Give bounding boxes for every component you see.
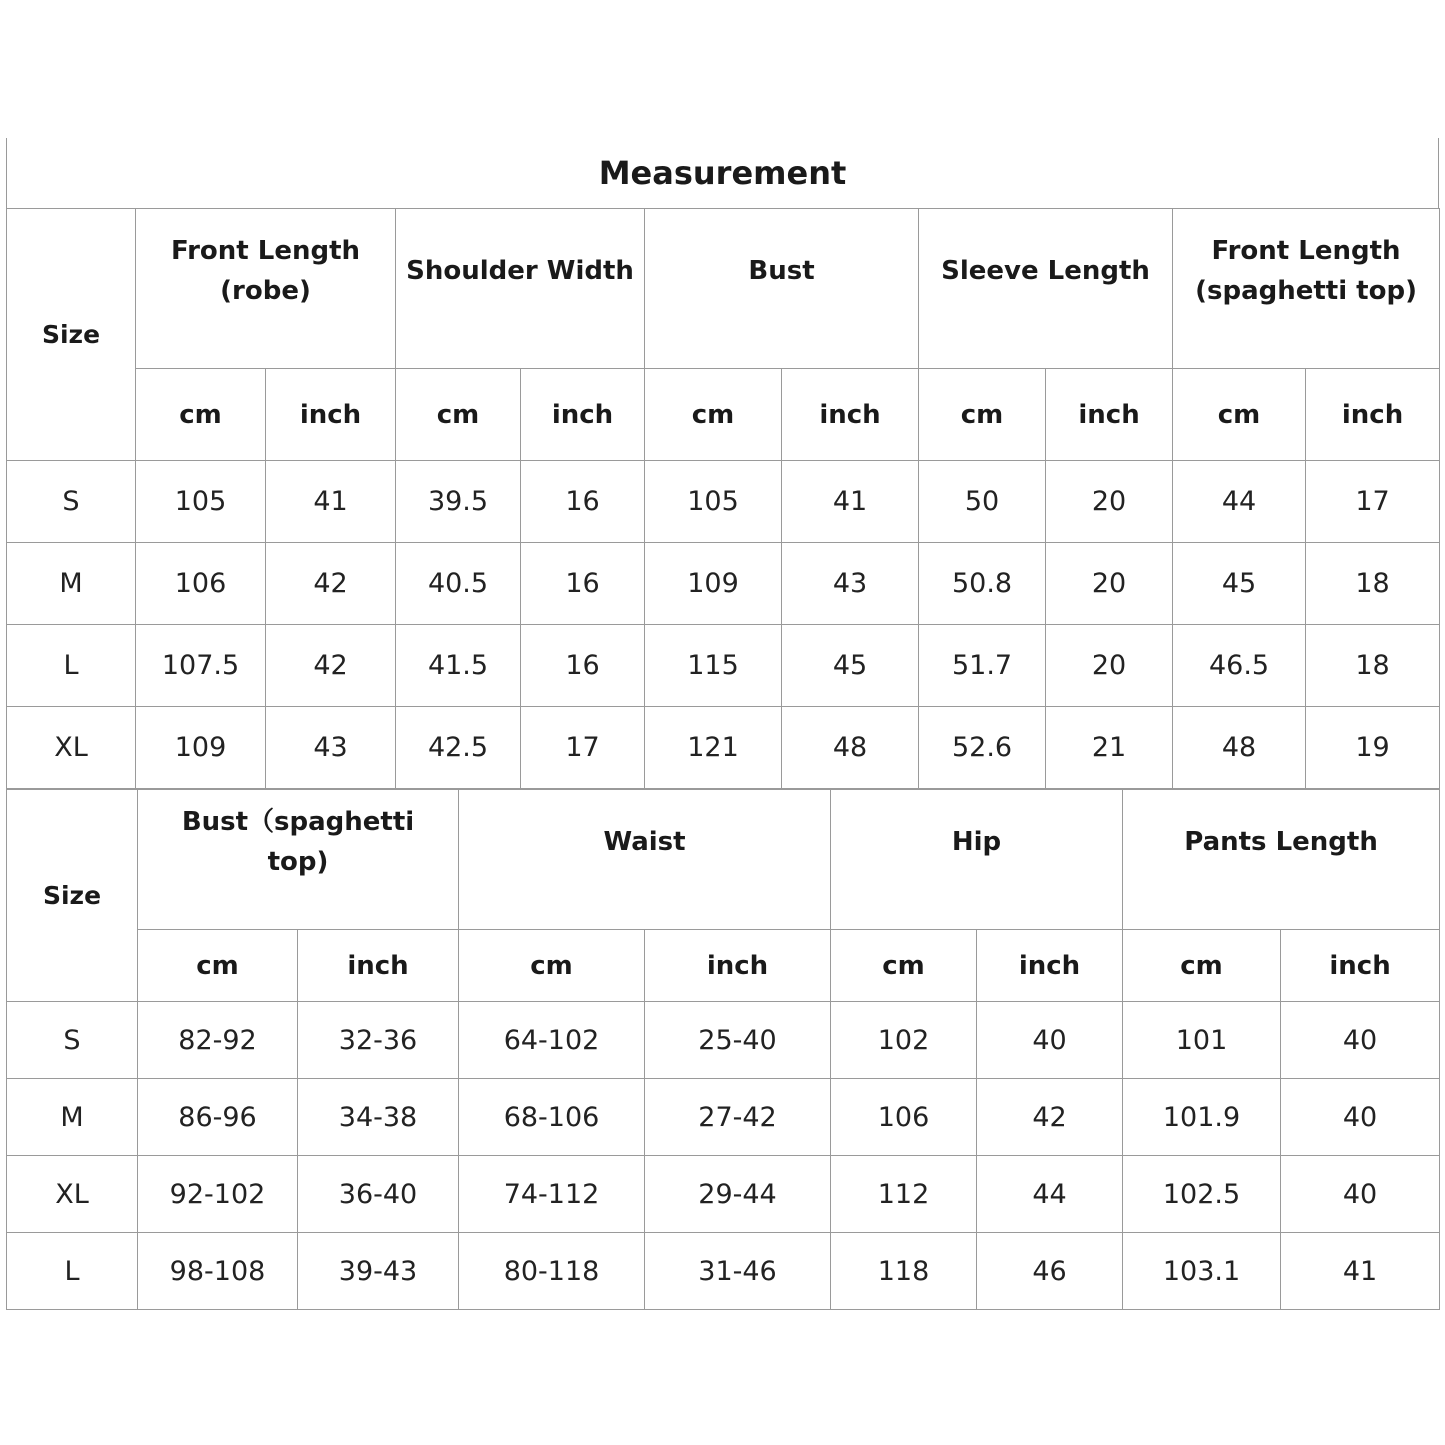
value-cell: 40.5 <box>396 543 521 625</box>
value-cell: 41 <box>1281 1233 1440 1310</box>
value-cell: 21 <box>1046 707 1173 789</box>
size-header: Size <box>7 790 138 1002</box>
value-cell: 45 <box>782 625 919 707</box>
value-cell: 109 <box>136 707 266 789</box>
value-cell: 101.9 <box>1123 1079 1281 1156</box>
value-cell: 17 <box>1306 461 1440 543</box>
value-cell: 20 <box>1046 543 1173 625</box>
value-cell: 31-46 <box>645 1233 831 1310</box>
unit-header: cm <box>831 930 977 1002</box>
value-cell: 25-40 <box>645 1002 831 1079</box>
value-cell: 41 <box>266 461 396 543</box>
table-row <box>7 707 1440 789</box>
value-cell: 18 <box>1306 543 1440 625</box>
value-cell: 39.5 <box>396 461 521 543</box>
value-cell: 16 <box>521 543 645 625</box>
value-cell: 18 <box>1306 625 1440 707</box>
size-cell: S <box>7 1002 138 1079</box>
unit-header: inch <box>977 930 1123 1002</box>
value-cell: 121 <box>645 707 782 789</box>
unit-header: inch <box>782 369 919 461</box>
value-cell: 44 <box>977 1156 1123 1233</box>
group-header-waist: Waist <box>459 790 831 930</box>
value-cell: 52.6 <box>919 707 1046 789</box>
table-row <box>7 1156 1440 1233</box>
unit-header: inch <box>1306 369 1440 461</box>
table-row <box>7 543 1440 625</box>
unit-header: inch <box>1281 930 1440 1002</box>
value-cell: 106 <box>136 543 266 625</box>
unit-header: cm <box>138 930 298 1002</box>
unit-header: inch <box>1046 369 1173 461</box>
value-cell: 36-40 <box>298 1156 459 1233</box>
table-row <box>7 1233 1440 1310</box>
unit-header: cm <box>919 369 1046 461</box>
top-measurement-table <box>6 208 1440 789</box>
value-cell: 109 <box>645 543 782 625</box>
group-header-front-length-spaghetti: Front Length (spaghetti top) <box>1173 209 1440 369</box>
unit-header: cm <box>1173 369 1306 461</box>
value-cell: 92-102 <box>138 1156 298 1233</box>
value-cell: 20 <box>1046 461 1173 543</box>
group-header-bust: Bust <box>645 209 919 369</box>
table-row <box>7 461 1440 543</box>
value-cell: 80-118 <box>459 1233 645 1310</box>
group-header-pants-length: Pants Length <box>1123 790 1440 930</box>
value-cell: 106 <box>831 1079 977 1156</box>
value-cell: 16 <box>521 461 645 543</box>
group-header-sleeve-length: Sleeve Length <box>919 209 1173 369</box>
value-cell: 44 <box>1173 461 1306 543</box>
value-cell: 48 <box>1173 707 1306 789</box>
value-cell: 20 <box>1046 625 1173 707</box>
unit-header: cm <box>645 369 782 461</box>
value-cell: 86-96 <box>138 1079 298 1156</box>
value-cell: 107.5 <box>136 625 266 707</box>
value-cell: 74-112 <box>459 1156 645 1233</box>
value-cell: 50.8 <box>919 543 1046 625</box>
group-header-bust-spaghetti: Bust（spaghetti top) <box>138 790 459 930</box>
unit-header: cm <box>136 369 266 461</box>
value-cell: 112 <box>831 1156 977 1233</box>
size-cell: L <box>7 625 136 707</box>
unit-header: inch <box>298 930 459 1002</box>
value-cell: 51.7 <box>919 625 1046 707</box>
value-cell: 42.5 <box>396 707 521 789</box>
group-header-front-length-robe: Front Length (robe) <box>136 209 396 369</box>
unit-header: cm <box>396 369 521 461</box>
value-cell: 105 <box>645 461 782 543</box>
table-row <box>7 1002 1440 1079</box>
value-cell: 103.1 <box>1123 1233 1281 1310</box>
value-cell: 40 <box>977 1002 1123 1079</box>
table-row <box>7 1079 1440 1156</box>
chart-title: Measurement <box>6 138 1439 208</box>
value-cell: 39-43 <box>298 1233 459 1310</box>
size-cell: M <box>7 1079 138 1156</box>
value-cell: 41 <box>782 461 919 543</box>
value-cell: 102 <box>831 1002 977 1079</box>
unit-header: cm <box>1123 930 1281 1002</box>
size-cell: XL <box>7 707 136 789</box>
value-cell: 34-38 <box>298 1079 459 1156</box>
value-cell: 43 <box>266 707 396 789</box>
value-cell: 42 <box>977 1079 1123 1156</box>
size-chart <box>6 138 1439 1310</box>
value-cell: 43 <box>782 543 919 625</box>
value-cell: 42 <box>266 625 396 707</box>
table-row <box>7 625 1440 707</box>
value-cell: 46.5 <box>1173 625 1306 707</box>
value-cell: 41.5 <box>396 625 521 707</box>
value-cell: 105 <box>136 461 266 543</box>
value-cell: 40 <box>1281 1002 1440 1079</box>
value-cell: 115 <box>645 625 782 707</box>
value-cell: 40 <box>1281 1156 1440 1233</box>
value-cell: 19 <box>1306 707 1440 789</box>
value-cell: 98-108 <box>138 1233 298 1310</box>
group-header-shoulder-width: Shoulder Width <box>396 209 645 369</box>
size-header: Size <box>7 209 136 461</box>
value-cell: 64-102 <box>459 1002 645 1079</box>
size-cell: M <box>7 543 136 625</box>
value-cell: 118 <box>831 1233 977 1310</box>
value-cell: 42 <box>266 543 396 625</box>
size-cell: L <box>7 1233 138 1310</box>
value-cell: 16 <box>521 625 645 707</box>
value-cell: 40 <box>1281 1079 1440 1156</box>
value-cell: 82-92 <box>138 1002 298 1079</box>
value-cell: 50 <box>919 461 1046 543</box>
value-cell: 48 <box>782 707 919 789</box>
value-cell: 68-106 <box>459 1079 645 1156</box>
value-cell: 27-42 <box>645 1079 831 1156</box>
unit-header: inch <box>645 930 831 1002</box>
value-cell: 32-36 <box>298 1002 459 1079</box>
value-cell: 45 <box>1173 543 1306 625</box>
group-header-hip: Hip <box>831 790 1123 930</box>
unit-header: cm <box>459 930 645 1002</box>
value-cell: 29-44 <box>645 1156 831 1233</box>
value-cell: 17 <box>521 707 645 789</box>
value-cell: 102.5 <box>1123 1156 1281 1233</box>
size-cell: S <box>7 461 136 543</box>
value-cell: 46 <box>977 1233 1123 1310</box>
value-cell: 101 <box>1123 1002 1281 1079</box>
size-cell: XL <box>7 1156 138 1233</box>
bottom-measurement-table <box>6 789 1440 1310</box>
unit-header: inch <box>266 369 396 461</box>
unit-header: inch <box>521 369 645 461</box>
